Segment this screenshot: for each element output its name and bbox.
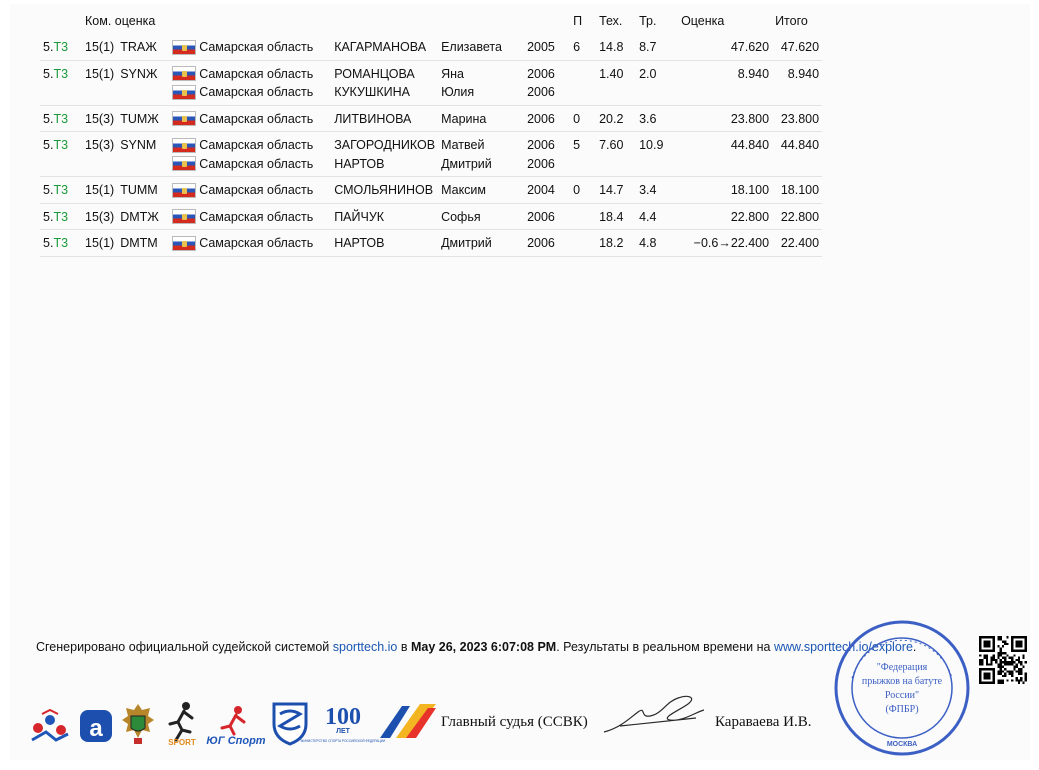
birth-year: 2005 — [527, 40, 555, 54]
team-name: Самарская область — [199, 66, 314, 81]
first-name-cell — [438, 34, 524, 60]
last-name-cell — [331, 230, 438, 257]
tag: Т3 — [53, 236, 69, 250]
year-cell — [524, 177, 570, 204]
coat-of-arms-logo — [120, 702, 156, 746]
yug-sport-logo — [208, 702, 264, 746]
rank: 5. — [43, 40, 54, 54]
tex-cell: 14.7 — [596, 177, 636, 204]
score-cell: 15(3) — [82, 132, 117, 177]
logo7-sub: ЛЕТ — [336, 728, 350, 735]
last-name-cell — [331, 203, 438, 230]
year-cell — [524, 34, 570, 60]
total-cell: 18.100 — [772, 177, 822, 204]
score-cell: 15(3) — [82, 105, 117, 132]
code-cell: DMTЖ — [117, 203, 169, 230]
birth-year: 2006 — [527, 85, 555, 99]
first-name-cell — [438, 230, 524, 257]
footer-prefix: Сгенерировано официальной судейской системой — [36, 640, 333, 654]
sport-runner-logo — [162, 700, 202, 746]
year-cell — [524, 105, 570, 132]
team-cell — [169, 105, 331, 132]
logo7-text: 100 — [325, 704, 361, 730]
first-name: Юлия — [441, 85, 475, 99]
evaluation-cell: −0.6→22.400 — [678, 230, 772, 257]
score-cell: 15(1) — [82, 230, 117, 257]
year-cell — [524, 230, 570, 257]
logo5-text: ЮГ Спорт — [206, 735, 266, 747]
team-cell — [169, 203, 331, 230]
rank-cell — [40, 34, 82, 60]
tr-cell: 10.9 — [636, 132, 678, 177]
tr-cell: 3.4 — [636, 177, 678, 204]
rank: 5. — [43, 236, 54, 250]
last-name: НАРТОВ — [334, 236, 385, 250]
header-team-score: Ком. оценка — [85, 14, 156, 28]
table-header-row — [40, 10, 822, 34]
first-name-cell — [438, 132, 524, 177]
footer-suffix: . — [912, 640, 917, 654]
first-name: Софья — [441, 209, 481, 224]
rank-cell — [40, 60, 82, 105]
team-cell — [169, 132, 331, 177]
table-row — [40, 203, 822, 230]
rank: 5. — [43, 183, 54, 197]
total-cell: 44.840 — [772, 132, 822, 177]
federation-logo — [28, 706, 72, 746]
team-line — [172, 234, 328, 253]
p-cell: 6 — [570, 34, 596, 60]
region-flag-icon — [172, 111, 196, 126]
p-cell: 0 — [570, 105, 596, 132]
code-cell: SYNM — [117, 132, 169, 177]
s-logo — [376, 698, 440, 746]
first-name: Матвей — [441, 138, 485, 152]
region-flag-icon — [172, 209, 196, 224]
sporttech-link[interactable]: sporttech.io — [332, 640, 398, 654]
footer-mid2: . Результаты в реальном времени на — [556, 640, 774, 654]
tex-cell: 18.4 — [596, 203, 636, 230]
table-row — [40, 60, 822, 105]
evaluation-cell: 18.100 — [678, 177, 772, 204]
tr-cell: 4.4 — [636, 203, 678, 230]
region-flag-icon — [172, 236, 196, 251]
team-name: Самарская область — [199, 156, 314, 171]
last-name-cell — [331, 177, 438, 204]
year-cell — [524, 60, 570, 105]
region-flag-icon — [172, 138, 196, 153]
tag: Т3 — [53, 138, 69, 152]
stamp-line4: (ФПБР) — [885, 704, 919, 715]
tex-cell: 14.8 — [596, 34, 636, 60]
tex-cell: 20.2 — [596, 105, 636, 132]
header-tex: Тех. — [599, 14, 623, 28]
tr-cell: 8.7 — [636, 34, 678, 60]
rank-cell — [40, 203, 82, 230]
rank-cell — [40, 177, 82, 204]
p-cell: 5 — [570, 132, 596, 177]
table-row — [40, 177, 822, 204]
total-cell: 23.800 — [772, 105, 822, 132]
code-cell: SYNЖ — [117, 60, 169, 105]
tr-cell: 3.6 — [636, 105, 678, 132]
score-cell: 15(1) — [82, 177, 117, 204]
header-total: Итого — [775, 14, 808, 28]
birth-year: 2006 — [527, 111, 555, 126]
header-p: П — [573, 14, 583, 28]
rank-cell — [40, 105, 82, 132]
header-tr: Тр. — [639, 14, 657, 28]
total-cell: 47.620 — [772, 34, 822, 60]
team-line — [172, 155, 328, 174]
region-flag-icon — [172, 183, 196, 198]
tex-cell: 18.2 — [596, 230, 636, 257]
last-name-cell — [331, 34, 438, 60]
rank-cell — [40, 230, 82, 257]
last-name: КАГАРМАНОВА — [334, 40, 427, 54]
team-line — [172, 208, 328, 227]
total-cell: 8.940 — [772, 60, 822, 105]
chief-judge-label: Главный судья (ССВК) — [441, 714, 588, 730]
team-cell — [169, 177, 331, 204]
tex-cell: 1.40 — [596, 60, 636, 105]
team-cell — [169, 34, 331, 60]
svg-text:a: a — [89, 715, 103, 742]
stamp-line3: России" — [884, 690, 920, 701]
score-cell: 15(1) — [82, 34, 117, 60]
stamp-line1: "Федерация — [876, 662, 928, 673]
evaluation-cell: 8.940 — [678, 60, 772, 105]
first-name-cell — [438, 60, 524, 105]
table-row — [40, 230, 822, 257]
last-name-cell — [331, 132, 438, 177]
judge-signature — [600, 688, 710, 745]
team-line — [172, 136, 328, 155]
birth-year: 2006 — [527, 66, 555, 81]
code-cell: TRAЖ — [117, 34, 169, 60]
score-cell: 15(1) — [82, 60, 117, 105]
code-cell: TUMЖ — [117, 105, 169, 132]
logo4-text: SPORT — [168, 738, 196, 747]
chief-judge-name: Караваева И.В. — [715, 714, 812, 730]
rank: 5. — [43, 209, 54, 224]
team-name: Самарская область — [199, 183, 314, 197]
sponsor-logos — [28, 698, 440, 746]
last-name-cell — [331, 60, 438, 105]
stamp-city: МОСКВА — [886, 741, 918, 748]
region-flag-icon — [172, 66, 196, 81]
team-name: Самарская область — [199, 111, 314, 126]
tag: Т3 — [53, 209, 69, 224]
tex-cell: 7.60 — [596, 132, 636, 177]
code-cell: DMTM — [117, 230, 169, 257]
team-name: Самарская область — [199, 40, 314, 54]
explore-link[interactable]: www.sporttech.io/explore — [773, 640, 913, 654]
birth-year: 2004 — [527, 183, 555, 197]
region-flag-icon — [172, 85, 196, 100]
last-name-cell — [331, 105, 438, 132]
first-name: Елизавета — [441, 40, 502, 54]
p-cell — [570, 230, 596, 257]
tr-cell: 2.0 — [636, 60, 678, 105]
table-row — [40, 34, 822, 60]
birth-year: 2006 — [527, 236, 555, 250]
footer-mid: в — [397, 640, 411, 654]
team-name: Самарская область — [199, 85, 314, 99]
last-name: ПАЙЧУК — [334, 209, 385, 224]
year-cell — [524, 203, 570, 230]
table-row — [40, 105, 822, 132]
first-name: Яна — [441, 66, 464, 81]
last-name: РОМАНЦОВА — [334, 66, 415, 81]
rank: 5. — [43, 66, 54, 81]
evaluation-cell: 23.800 — [678, 105, 772, 132]
results-table — [40, 10, 822, 257]
qr-code — [979, 636, 1027, 689]
header-evaluation: Оценка — [681, 14, 725, 28]
first-name: Дмитрий — [441, 156, 492, 171]
p-cell — [570, 60, 596, 105]
table-row — [40, 132, 822, 177]
first-name-cell — [438, 105, 524, 132]
tag: Т3 — [53, 40, 69, 54]
team-line — [172, 110, 328, 129]
first-name: Максим — [441, 183, 487, 197]
birth-year: 2006 — [527, 156, 555, 171]
team-name: Самарская область — [199, 209, 314, 224]
last-name: КУКУШКИНА — [334, 85, 410, 99]
team-cell — [169, 60, 331, 105]
region-flag-icon — [172, 40, 196, 55]
last-name: ЛИТВИНОВА — [334, 111, 412, 126]
region-flag-icon — [172, 156, 196, 171]
team-name: Самарская область — [199, 236, 314, 250]
generated-datetime: May 26, 2023 6:07:08 PM — [410, 640, 557, 654]
team-cell — [169, 230, 331, 257]
first-name-cell — [438, 177, 524, 204]
birth-year: 2006 — [527, 209, 555, 224]
last-name: ЗАГОРОДНИКОВ — [334, 138, 436, 152]
code-cell: TUMM — [117, 177, 169, 204]
rank-cell — [40, 132, 82, 177]
rank: 5. — [43, 138, 54, 152]
evaluation-cell: 47.620 — [678, 34, 772, 60]
team-line — [172, 181, 328, 200]
stamp-line2: прыжков на батуте — [861, 676, 943, 687]
first-name-cell — [438, 203, 524, 230]
evaluation-cell: 22.800 — [678, 203, 772, 230]
total-cell: 22.400 — [772, 230, 822, 257]
ministry-100-logo — [300, 700, 386, 746]
first-name: Дмитрий — [441, 236, 492, 250]
tr-cell: 4.8 — [636, 230, 678, 257]
tag: Т3 — [53, 66, 69, 81]
evaluation-cell: 44.840 — [678, 132, 772, 177]
tag: Т3 — [53, 111, 69, 126]
team-line — [172, 83, 328, 102]
year-cell — [524, 132, 570, 177]
a-logo — [78, 706, 114, 746]
tag: Т3 — [53, 183, 69, 197]
team-name: Самарская область — [199, 138, 314, 152]
federation-stamp — [832, 618, 972, 763]
p-cell — [570, 203, 596, 230]
last-name: НАРТОВ — [334, 156, 385, 171]
team-line — [172, 38, 328, 57]
score-cell: 15(3) — [82, 203, 117, 230]
birth-year: 2006 — [527, 138, 555, 152]
team-line — [172, 65, 328, 84]
p-cell: 0 — [570, 177, 596, 204]
rank: 5. — [43, 111, 54, 126]
total-cell: 22.800 — [772, 203, 822, 230]
generated-note — [36, 640, 916, 654]
last-name: СМОЛЬЯНИНОВ — [334, 183, 434, 197]
logo7-caption: МИНИСТЕРСТВО СПОРТА РОССИЙСКОЙ ФЕДЕРАЦИИ — [300, 739, 386, 743]
first-name: Марина — [441, 111, 487, 126]
